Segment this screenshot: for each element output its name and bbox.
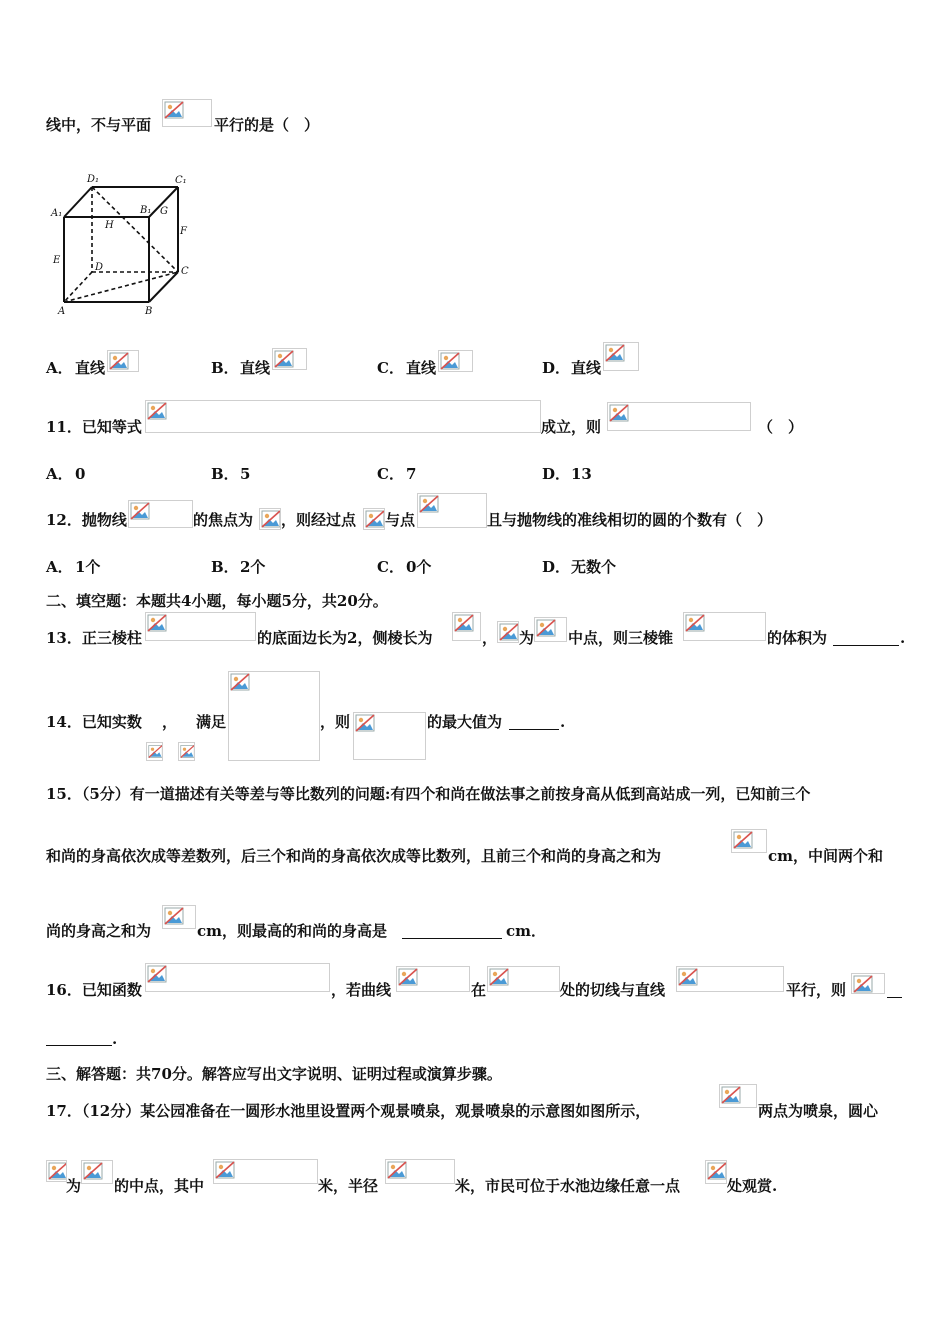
q11-option-a-text: 0: [75, 465, 86, 483]
q11-text-2: 成立，则: [541, 418, 602, 436]
cube-label-C1: C₁: [175, 175, 187, 186]
q14-text-1: 14．已知实数: [46, 713, 142, 731]
q16-text-2: ，若曲线: [331, 981, 392, 999]
q14-text-end: .: [560, 713, 566, 731]
q15-line-2a: 和尚的身高依次成等差数列，后三个和尚的身高依次成等比数列，且前三个和尚的身高之和为: [46, 847, 662, 865]
q10-text-start: 线中，不与平面: [46, 116, 152, 134]
q12-text-2: 的焦点为: [193, 511, 254, 529]
q13-text-end: .: [900, 629, 906, 647]
q14-text-5: 的最大值为: [427, 713, 503, 731]
answer-blank: [402, 937, 502, 939]
cube-label-G: G: [160, 206, 168, 217]
cube-label-B: B: [145, 306, 153, 317]
q10-text-end: 平行的是（ ）: [214, 116, 320, 134]
q14-text-2: ，: [162, 713, 178, 731]
q12-option-d-letter: D．: [542, 558, 571, 576]
q12-text-3: ，则经过点: [281, 511, 357, 529]
broken-image-icon: [438, 350, 473, 372]
q12-text-1: 12．抛物线: [46, 511, 127, 529]
q12-text-4: 与点: [385, 511, 416, 529]
broken-image-icon: [705, 1160, 727, 1184]
q11-option-d-text: 13: [571, 465, 592, 483]
broken-image-icon: [676, 966, 784, 992]
broken-image-icon: [683, 612, 766, 641]
broken-image-icon: [162, 905, 196, 929]
broken-image-icon: [46, 1160, 67, 1182]
broken-image-icon: [107, 350, 139, 372]
q10-option-b-letter: B．: [211, 359, 239, 377]
q12-text-5: 且与抛物线的准线相切的圆的个数有（ ）: [487, 511, 773, 529]
q12-option-a-text: 1个: [75, 558, 101, 576]
broken-image-icon: [128, 500, 193, 528]
q12-option-a-letter: A．: [46, 558, 73, 576]
broken-image-icon: [145, 963, 330, 992]
q11-option-b-letter: B．: [211, 465, 239, 483]
q10-option-b-text: 直线: [240, 359, 271, 377]
broken-image-icon: [363, 508, 385, 530]
q11-option-a-letter: A．: [46, 465, 73, 483]
broken-image-icon: [146, 742, 163, 761]
broken-image-icon: [272, 348, 307, 370]
section-3-heading: 三、解答题：共70分。解答应写出文字说明、证明过程或演算步骤。: [46, 1065, 502, 1083]
answer-blank: [833, 644, 899, 646]
broken-image-icon: [851, 973, 885, 994]
broken-image-icon: [731, 829, 767, 853]
broken-image-icon: [603, 342, 639, 371]
broken-image-icon: [213, 1159, 318, 1184]
broken-image-icon: [534, 617, 567, 642]
q15-line-3c: cm．: [506, 922, 547, 940]
q17-line-2b: 的中点，其中: [114, 1177, 205, 1195]
cube-label-A1: A₁: [51, 208, 63, 219]
broken-image-icon: [178, 742, 195, 761]
cube-label-C: C: [181, 266, 189, 277]
q14-text-4: ，则: [320, 713, 351, 731]
cube-label-E: E: [53, 255, 61, 266]
q13-text-6: 的体积为: [767, 629, 828, 647]
answer-blank: [887, 996, 902, 998]
broken-image-icon: [81, 1160, 113, 1184]
q10-option-c-letter: C．: [377, 359, 404, 377]
q13-text-2: 的底面边长为2，侧棱长为: [257, 629, 433, 647]
q17-line-2a: 为: [66, 1177, 82, 1195]
answer-blank: [46, 1044, 112, 1046]
q11-option-b-text: 5: [240, 465, 251, 483]
broken-image-icon: [385, 1159, 455, 1184]
q17-line-1b: 两点为喷泉，圆心: [758, 1102, 879, 1120]
broken-image-icon: [145, 400, 541, 433]
q12-option-c-text: 0个: [406, 558, 432, 576]
cube-label-B1: B₁: [140, 205, 152, 216]
broken-image-icon: [162, 99, 212, 127]
q15-line-3b: cm，则最高的和尚的身高是: [197, 922, 388, 940]
q15-line-1: 15．（5分）有一道描述有关等差与等比数列的问题:有四个和尚在做法事之前按身高从低到高站成一列，已知前三个: [46, 785, 811, 803]
q15-line-2b: cm，中间两个和: [768, 847, 884, 865]
q12-option-c-letter: C．: [377, 558, 404, 576]
q10-option-d-letter: D．: [542, 359, 571, 377]
broken-image-icon: [228, 671, 320, 761]
q17-line-2c: 米，半径: [318, 1177, 379, 1195]
cube-figure: [48, 170, 198, 322]
q10-option-c-text: 直线: [406, 359, 437, 377]
q16-text-3: 在: [471, 981, 487, 999]
q17-line-2e: 处观赏.: [727, 1177, 778, 1195]
cube-label-D1: D₁: [87, 174, 100, 185]
q16-text-4: 处的切线与直线: [560, 981, 666, 999]
q12-option-b-letter: B．: [211, 558, 239, 576]
q13-text-1: 13．正三棱柱: [46, 629, 142, 647]
broken-image-icon: [497, 621, 519, 643]
q11-option-c-text: 7: [406, 465, 417, 483]
q10-option-a-text: 直线: [75, 359, 106, 377]
q11-text-3: （ ）: [758, 418, 804, 436]
q11-option-d-letter: D．: [542, 465, 571, 483]
q13-text-5: 中点，则三棱锥: [568, 629, 674, 647]
q11-text-1: 11．已知等式: [46, 418, 142, 436]
cube-label-A: A: [58, 306, 66, 317]
cube-label-H: H: [105, 220, 114, 231]
broken-image-icon: [396, 966, 470, 992]
broken-image-icon: [353, 712, 426, 760]
broken-image-icon: [145, 612, 256, 641]
section-2-heading: 二、填空题：本题共4小题，每小题5分，共20分。: [46, 592, 388, 610]
q16-text-5: 平行，则: [786, 981, 847, 999]
broken-image-icon: [607, 402, 751, 431]
broken-image-icon: [487, 966, 560, 992]
q15-line-3a: 尚的身高之和为: [46, 922, 152, 940]
q14-text-3: 满足: [196, 713, 227, 731]
q16-text-1: 16．已知函数: [46, 981, 142, 999]
cube-label-F: F: [180, 226, 187, 237]
q11-option-c-letter: C．: [377, 465, 404, 483]
broken-image-icon: [719, 1084, 757, 1108]
cube-label-D: D: [95, 262, 104, 273]
q12-option-b-text: 2个: [240, 558, 266, 576]
q10-option-a-letter: A．: [46, 359, 73, 377]
q13-text-3: ，: [482, 629, 498, 647]
broken-image-icon: [452, 612, 481, 641]
broken-image-icon: [417, 493, 487, 528]
q16-text-end: .: [112, 1030, 118, 1048]
q17-line-2d: 米，市民可位于水池边缘任意一点: [455, 1177, 681, 1195]
q13-text-4: 为: [519, 629, 535, 647]
answer-blank: [509, 728, 559, 730]
broken-image-icon: [259, 508, 281, 530]
q12-option-d-text: 无数个: [571, 558, 617, 576]
q17-line-1a: 17．（12分）某公园准备在一圆形水池里设置两个观景喷泉，观景喷泉的示意图如图所示，: [46, 1102, 651, 1120]
q10-option-d-text: 直线: [571, 359, 602, 377]
